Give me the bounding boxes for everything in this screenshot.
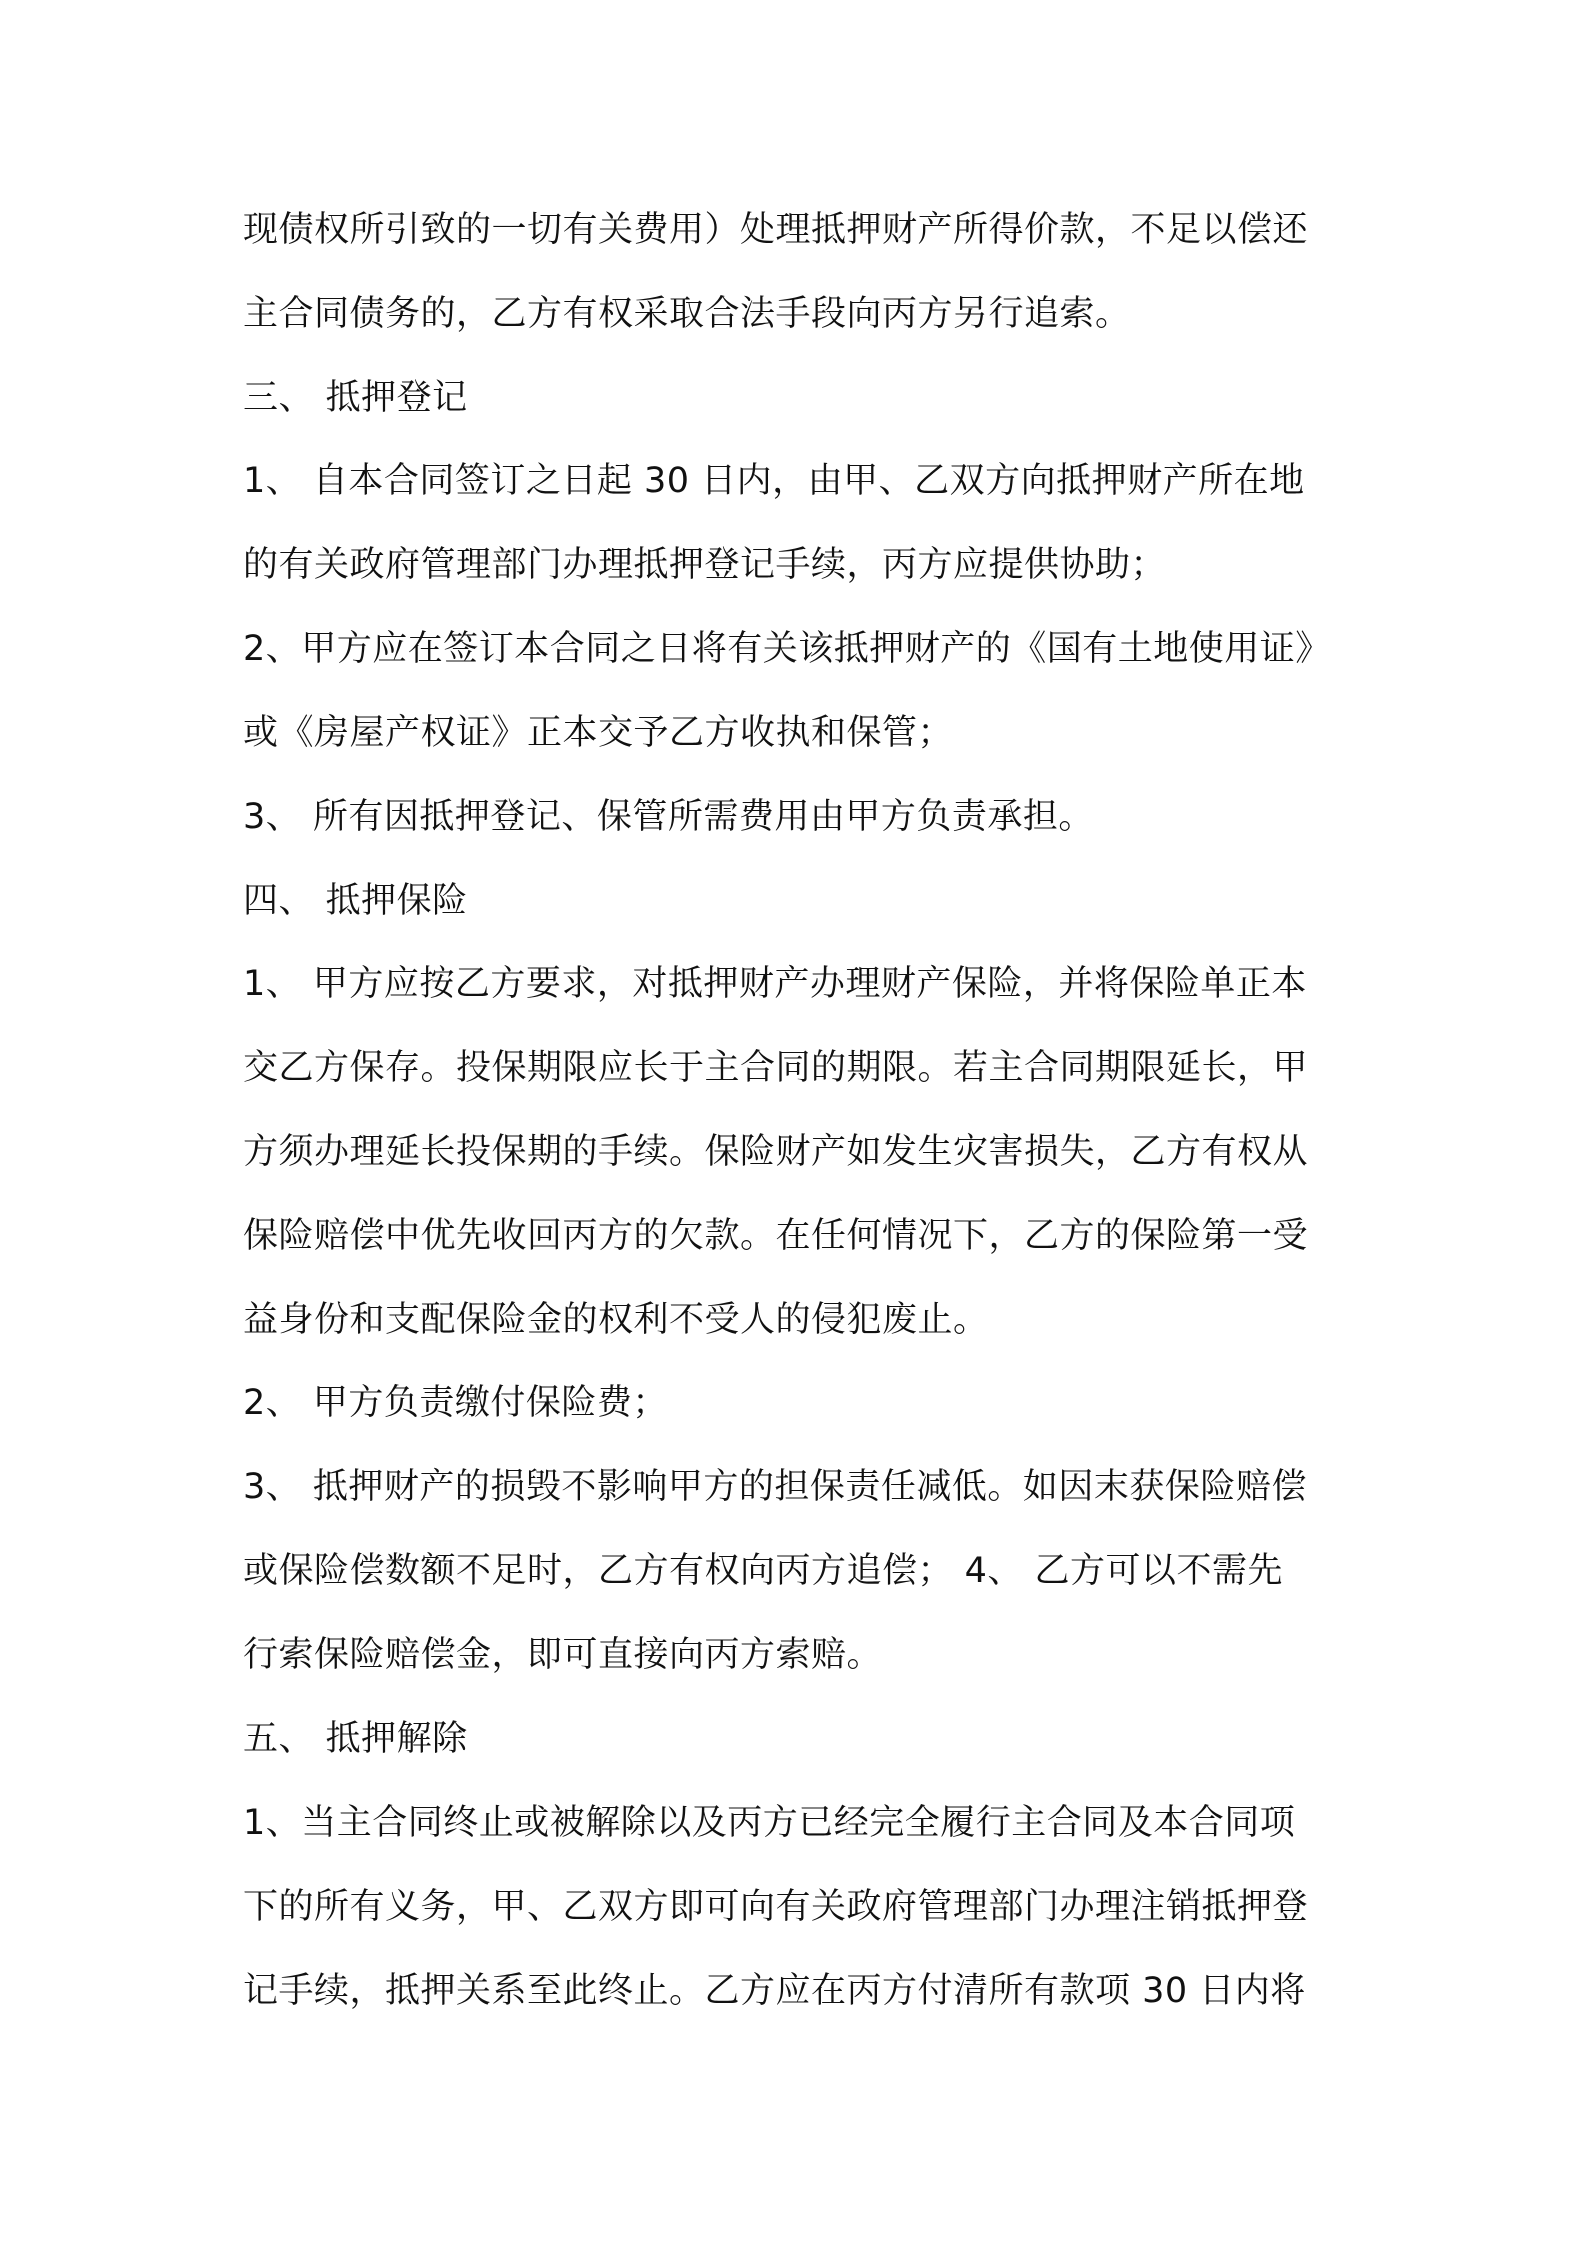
text-line: 益身份和支配保险金的权利不受人的侵犯废止。 <box>243 1300 989 1340</box>
text-line: 1、 自本合同签订之日起 30 日内，由甲、乙双方向抵押财产所在地 <box>243 461 1305 501</box>
section-heading: 五、 抵押解除 <box>243 1719 468 1759</box>
text-line: 行索保险赔偿金，即可直接向丙方索赔。 <box>243 1635 883 1675</box>
text-line: 或保险偿数额不足时，乙方有权向丙方追偿； 4、 乙方可以不需先 <box>243 1551 1284 1591</box>
text-line: 2、甲方应在签订本合同之日将有关该抵押财产的《国有土地使用证》 <box>243 629 1331 669</box>
text-line: 方须办理延长投保期的手续。保险财产如发生灾害损失，乙方有权从 <box>243 1132 1309 1172</box>
text-line: 或《房屋产权证》正本交予乙方收执和保管； <box>243 713 954 753</box>
text-line: 现债权所引致的一切有关费用）处理抵押财产所得价款，不足以偿还 <box>243 210 1309 250</box>
text-line: 记手续，抵押关系至此终止。乙方应在丙方付清所有款项 30 日内将 <box>243 1971 1306 2011</box>
text-line: 3、 抵押财产的损毁不影响甲方的担保责任减低。如因末获保险赔偿 <box>243 1467 1307 1507</box>
text-line: 的有关政府管理部门办理抵押登记手续，丙方应提供协助； <box>243 545 1167 585</box>
text-line: 1、 甲方应按乙方要求，对抵押财产办理财产保险，并将保险单正本 <box>243 964 1307 1004</box>
text-line: 交乙方保存。投保期限应长于主合同的期限。若主合同期限延长，甲 <box>243 1048 1309 1088</box>
section-heading: 三、 抵押登记 <box>243 378 468 418</box>
text-line: 3、 所有因抵押登记、保管所需费用由甲方负责承担。 <box>243 797 1094 837</box>
text-line: 1、当主合同终止或被解除以及丙方已经完全履行主合同及本合同项 <box>243 1803 1296 1843</box>
text-line: 保险赔偿中优先收回丙方的欠款。在任何情况下，乙方的保险第一受 <box>243 1216 1309 1256</box>
text-line: 下的所有义务，甲、乙双方即可向有关政府管理部门办理注销抵押登 <box>243 1887 1309 1927</box>
section-heading: 四、 抵押保险 <box>243 881 468 921</box>
text-line: 2、 甲方负责缴付保险费； <box>243 1383 668 1423</box>
text-line: 主合同债务的，乙方有权采取合法手段向丙方另行追索。 <box>243 294 1131 334</box>
